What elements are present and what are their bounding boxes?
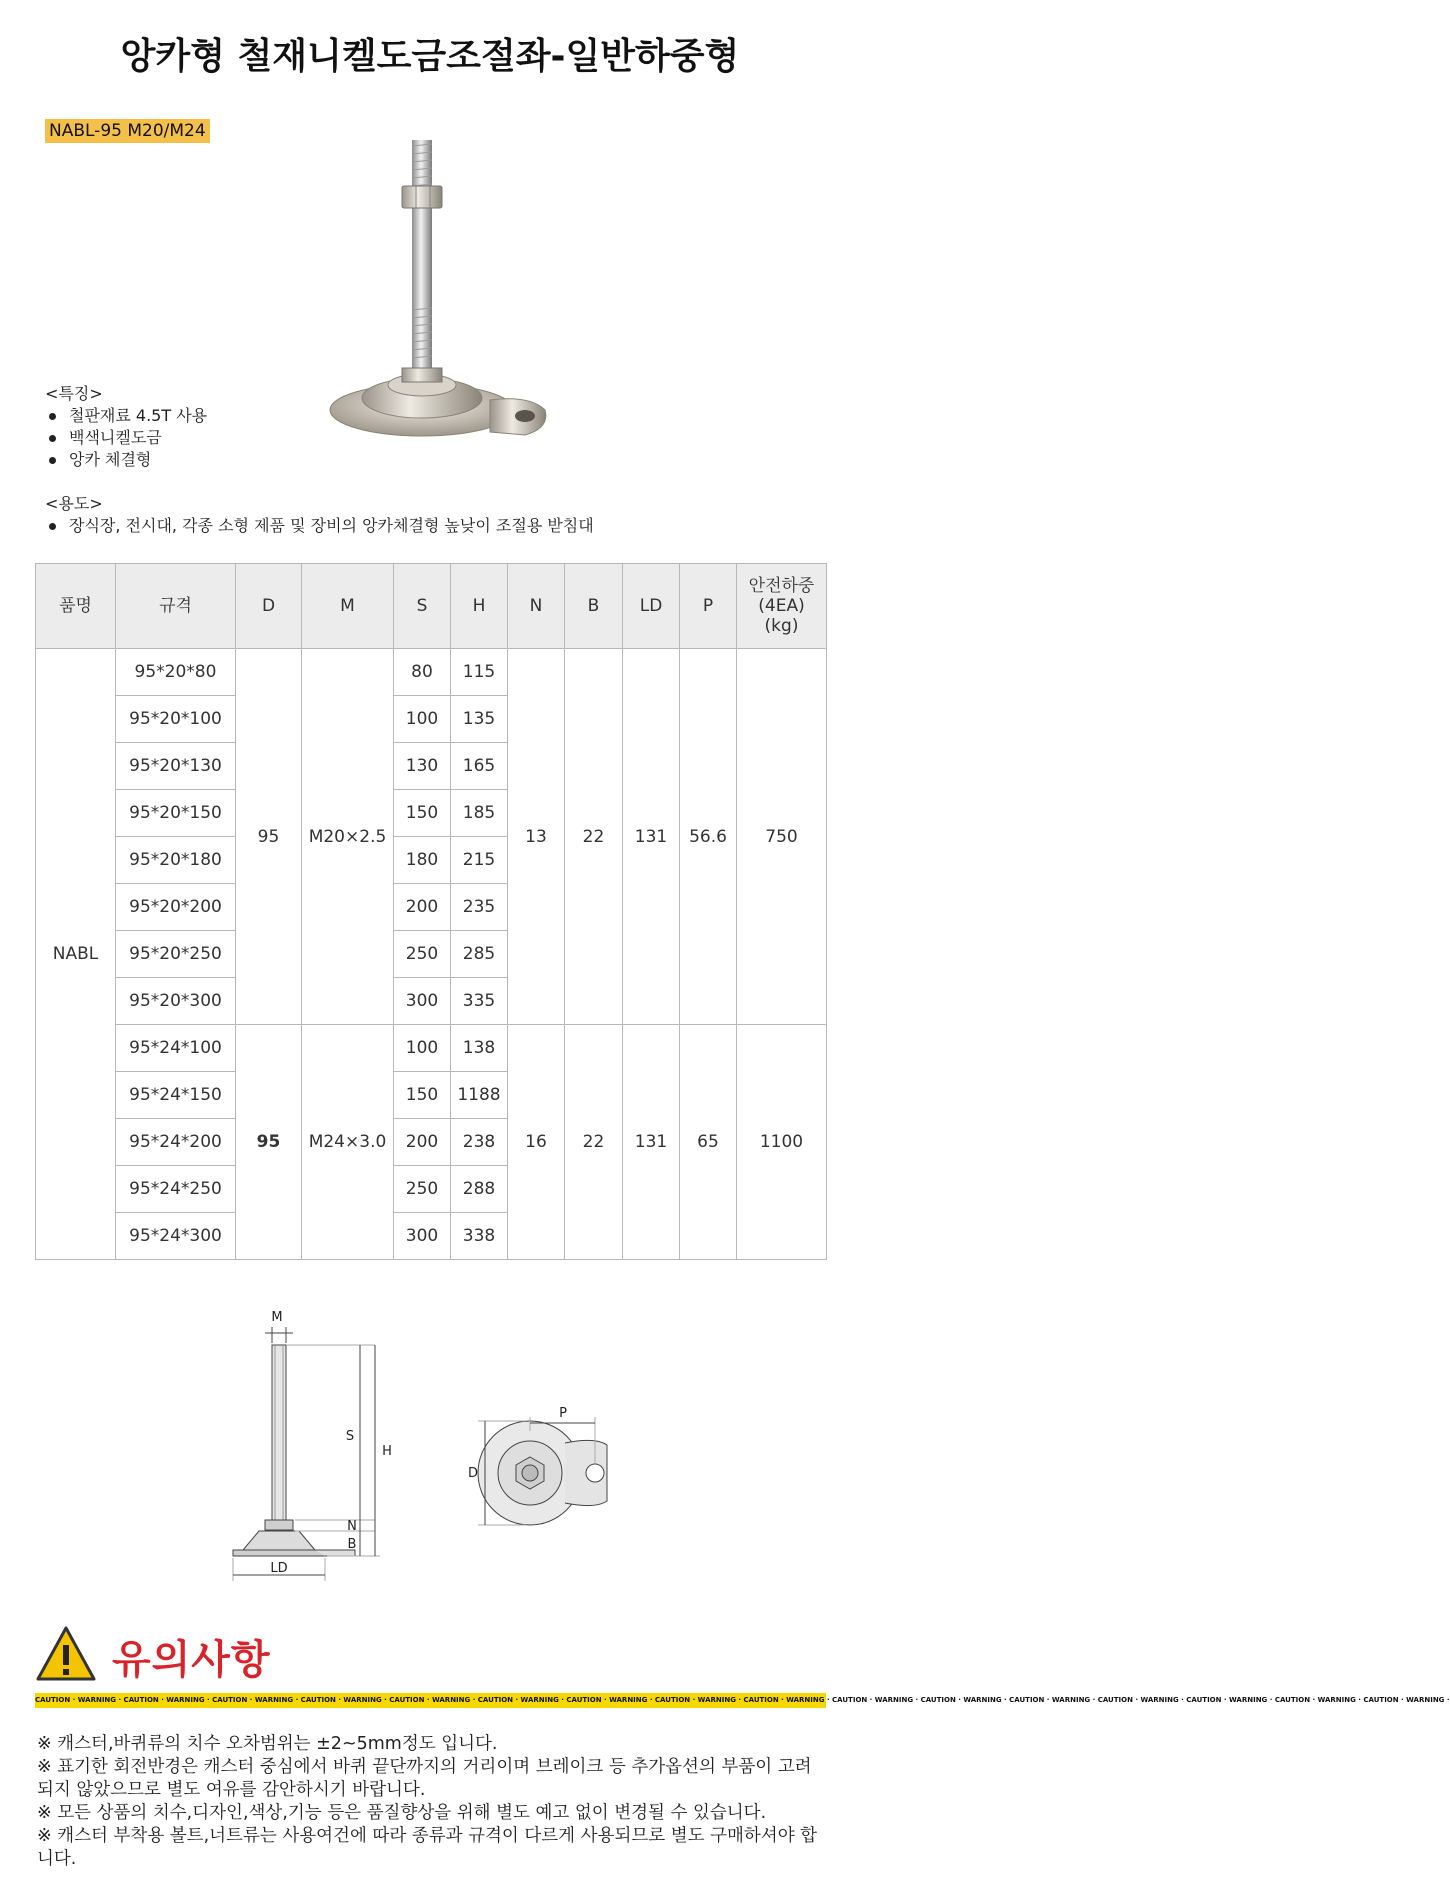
caution-notes — [37, 1733, 827, 1871]
header-m: M — [302, 564, 394, 649]
features-section — [45, 383, 207, 471]
cell-load: 1100 — [737, 1025, 827, 1260]
cell-s: 150 — [394, 790, 451, 837]
header-name: 품명 — [36, 564, 116, 649]
cell-h: 238 — [451, 1119, 508, 1166]
dim-label-h: H — [382, 1444, 392, 1459]
cell-spec: 95*24*200 — [116, 1119, 236, 1166]
cell-spec: 95*24*250 — [116, 1166, 236, 1213]
header-n: N — [508, 564, 565, 649]
dimension-diagram — [215, 1305, 655, 1576]
cell-m: M24×3.0 — [302, 1025, 394, 1260]
cell-spec: 95*24*300 — [116, 1213, 236, 1260]
header-s: S — [394, 564, 451, 649]
dim-label-d: D — [467, 1466, 479, 1481]
feature-item: 철판재료 4.5T 사용 — [45, 405, 207, 427]
product-photo — [190, 110, 670, 455]
cell-m: M20×2.5 — [302, 649, 394, 1025]
cell-spec: 95*24*150 — [116, 1072, 236, 1119]
header-spec: 규격 — [116, 564, 236, 649]
caution-title: 유의사항 — [112, 1637, 271, 1683]
cell-s: 180 — [394, 837, 451, 884]
cell-s: 200 — [394, 884, 451, 931]
model-tag: NABL-95 M20/M24 — [45, 119, 210, 143]
cell-spec: 95*20*200 — [116, 884, 236, 931]
header-load: 안전하중 (4EA) (kg) — [737, 564, 827, 649]
header-d: D — [236, 564, 302, 649]
cell-spec: 95*20*150 — [116, 790, 236, 837]
caution-tape-text: CAUTION · WARNING · CAUTION · WARNING · CAUTION · WARNING · CAUTION · WARNING · CAUTION · WARNING · CAUTION · WARNING · CAUTION · WARNING · CAUTION · WARNING · CAUTION · WARNING · CAUTION · WARNING · CAUTION · WARNING · CAUTION · WARNING · CAUTION · WARNING · CAUTION · WARNING · CAUTION · WARNING · CAUTION · WARNING · — [35, 1696, 1450, 1704]
usage-section — [45, 493, 594, 537]
cell-s: 200 — [394, 1119, 451, 1166]
note-item: ※ 표기한 회전반경은 캐스터 중심에서 바퀴 끝단까지의 거리이며 브레이크 등 추가옵션의 부품이 고려되지 않았으므로 별도 여유를 감안하시기 바랍니다. — [37, 1757, 812, 1800]
table-header-row — [36, 564, 827, 649]
cell-n: 13 — [508, 649, 565, 1025]
cell-h: 135 — [451, 696, 508, 743]
header-b: B — [565, 564, 623, 649]
cell-s: 100 — [394, 1025, 451, 1072]
caution-tape — [35, 1693, 1450, 1708]
cell-s: 150 — [394, 1072, 451, 1119]
spec-table — [35, 563, 827, 1260]
cell-spec: 95*24*100 — [116, 1025, 236, 1072]
note-item: ※ 캐스터 부착용 볼트,너트류는 사용여건에 따라 종류과 규격이 다르게 사용되므로 별도 구매하셔야 합니다. — [37, 1826, 818, 1869]
header-ld: LD — [623, 564, 680, 649]
cell-product: NABL — [36, 649, 116, 1260]
cell-h: 1188 — [451, 1072, 508, 1119]
dim-label-p: P — [559, 1406, 567, 1421]
warning-triangle-icon — [35, 1625, 97, 1683]
cell-h: 288 — [451, 1166, 508, 1213]
cell-spec: 95*20*100 — [116, 696, 236, 743]
cell-spec: 95*20*130 — [116, 743, 236, 790]
cell-spec: 95*20*80 — [116, 649, 236, 696]
cell-spec: 95*20*180 — [116, 837, 236, 884]
cell-h: 138 — [451, 1025, 508, 1072]
table-row — [36, 1025, 827, 1072]
dim-label-n: N — [347, 1519, 357, 1534]
note-item: ※ 캐스터,바퀴류의 치수 오차범위는 ±2~5mm정도 입니다. — [37, 1734, 498, 1754]
cell-ld: 131 — [623, 1025, 680, 1260]
cell-spec: 95*20*250 — [116, 931, 236, 978]
usage-item: 장식장, 전시대, 각종 소형 제품 및 장비의 앙카체결형 높낮이 조절용 받침대 — [45, 515, 594, 537]
cell-p: 65 — [680, 1025, 737, 1260]
cell-h: 165 — [451, 743, 508, 790]
cell-s: 100 — [394, 696, 451, 743]
cell-h: 335 — [451, 978, 508, 1025]
cell-h: 338 — [451, 1213, 508, 1260]
header-p: P — [680, 564, 737, 649]
cell-s: 300 — [394, 978, 451, 1025]
header-h: H — [451, 564, 508, 649]
note-item: ※ 모든 상품의 치수,디자인,색상,기능 등은 품질향상을 위해 별도 예고 없이 변경될 수 있습니다. — [37, 1803, 767, 1823]
cell-h: 215 — [451, 837, 508, 884]
page-title: 앙카형 철재니켈도금조절좌-일반하중형 — [120, 36, 740, 77]
cell-s: 300 — [394, 1213, 451, 1260]
cell-d: 95 — [236, 1025, 302, 1260]
cell-load: 750 — [737, 649, 827, 1025]
cell-h: 185 — [451, 790, 508, 837]
cell-n: 16 — [508, 1025, 565, 1260]
feature-item: 앙카 체결형 — [45, 449, 207, 471]
cell-h: 235 — [451, 884, 508, 931]
cell-s: 130 — [394, 743, 451, 790]
cell-s: 250 — [394, 1166, 451, 1213]
cell-s: 250 — [394, 931, 451, 978]
features-heading: <특징> — [45, 384, 103, 403]
cell-b: 22 — [565, 1025, 623, 1260]
dim-label-s: S — [345, 1429, 355, 1444]
cell-p: 56.6 — [680, 649, 737, 1025]
usage-heading: <용도> — [45, 494, 103, 513]
cell-h: 115 — [451, 649, 508, 696]
cell-h: 285 — [451, 931, 508, 978]
cell-b: 22 — [565, 649, 623, 1025]
dim-label-ld: LD — [270, 1561, 288, 1576]
feature-item: 백색니켈도금 — [45, 427, 207, 449]
dim-label-b: B — [347, 1537, 357, 1552]
cell-ld: 131 — [623, 649, 680, 1025]
cell-spec: 95*20*300 — [116, 978, 236, 1025]
cell-d: 95 — [236, 649, 302, 1025]
cell-s: 80 — [394, 649, 451, 696]
table-row — [36, 649, 827, 696]
dim-label-m: M — [271, 1310, 283, 1325]
